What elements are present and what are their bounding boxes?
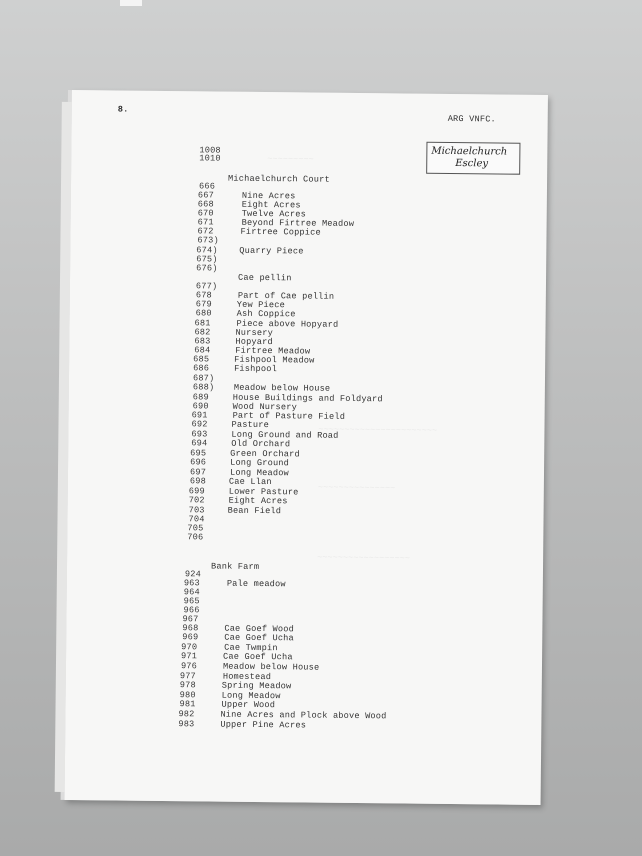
field-number: 678 (195, 290, 212, 301)
field-number: 1008 (199, 145, 221, 156)
field-number: 681 (194, 318, 211, 329)
field-number: 704 (188, 514, 205, 525)
field-name: Piece above Hopyard (236, 318, 339, 330)
field-number: 688) (192, 382, 215, 393)
field-number: 980 (179, 690, 196, 701)
field-name: Meadow below House (233, 382, 331, 394)
field-name: Cae Llan (228, 476, 272, 488)
field-number: 672 (197, 226, 214, 237)
field-number: 693 (191, 429, 208, 440)
annotation-line-2: Escley (455, 158, 489, 170)
field-name: Part of Cae pellin (237, 290, 335, 302)
field-number: 969 (182, 632, 199, 643)
page-number: 8. (117, 104, 129, 115)
annotation-line-1: Michaelchurch (431, 145, 508, 158)
section-heading: Bank Farm (210, 561, 260, 572)
section-heading: Cae Twmpin (224, 642, 278, 654)
field-name: Firtree Coppice (240, 226, 321, 238)
field-number: 706 (187, 532, 204, 543)
show-through: ~~~~~~~~~ (267, 154, 314, 165)
field-number: 699 (188, 486, 205, 497)
field-number: 686 (193, 363, 210, 374)
field-number: 675) (196, 254, 218, 265)
field-name: Eight Acres (228, 495, 288, 507)
field-number: 671 (197, 217, 214, 228)
field-number: 695 (190, 448, 207, 459)
field-name: Beyond Firtree Meadow (241, 217, 355, 229)
field-name: Old Orchard (231, 438, 291, 450)
field-name: Green Orchard (230, 448, 300, 460)
field-name: Firtree Meadow (235, 345, 311, 357)
field-number: 690 (192, 401, 209, 412)
field-name: Nursery (235, 327, 274, 339)
field-number: 981 (179, 699, 196, 710)
section-heading: Upper Wood (221, 699, 276, 711)
field-number: 976 (180, 661, 198, 672)
field-number: 964 (183, 587, 200, 598)
field-name: Long Ground and Road (231, 429, 339, 441)
show-through: ~~~~~~~~~~~~~~~ (317, 482, 396, 494)
field-number: 966 (183, 605, 200, 616)
reference-code: ARG VNFC. (447, 113, 496, 125)
paper-scrap (120, 0, 142, 6)
field-name: House Buildings and Foldyard (232, 392, 383, 405)
field-name: Part of Pasture Field (232, 410, 346, 422)
field-number: 670 (197, 208, 214, 219)
field-name: Yew Piece (236, 299, 286, 311)
field-number: 684 (194, 345, 211, 356)
field-number: 666 (198, 181, 216, 192)
field-number: 680 (195, 308, 212, 319)
field-number: 982 (178, 709, 195, 720)
handwritten-annotation (426, 142, 520, 175)
field-number: 705 (187, 523, 204, 534)
field-name: Hopyard (235, 336, 273, 348)
field-number: 967 (182, 614, 199, 625)
field-number: 679 (195, 299, 212, 310)
page-stack-edge (55, 102, 72, 792)
field-name: Twelve Acres (241, 208, 307, 220)
field-number: 668 (197, 199, 214, 210)
field-number: 978 (179, 680, 196, 691)
section-heading: Upper Pine Acres (220, 719, 307, 731)
field-number: 694 (191, 438, 208, 449)
show-through: ~~~~~~~~~~~~~~~~~~~~~~~ (318, 424, 438, 436)
field-number: 696 (190, 457, 207, 468)
field-number: 689 (192, 392, 209, 403)
field-number: 673) (197, 235, 219, 246)
field-number: 697 (189, 467, 207, 478)
field-name: Eight Acres (241, 199, 301, 211)
field-name: Long Ground (230, 457, 290, 469)
field-number: 924 (184, 569, 202, 580)
field-number: 677) (195, 281, 218, 292)
field-name: Fishpool Meadow (234, 354, 315, 366)
field-number: 698 (189, 476, 207, 487)
field-name: Bean Field (227, 505, 282, 517)
section-heading: Long Meadow (221, 690, 281, 702)
show-through: ~~~~~~~~~~~~~~~~~~ (317, 552, 410, 564)
section-heading: Michaelchurch Court (228, 173, 330, 185)
field-number: 965 (183, 596, 200, 607)
field-number: 971 (181, 651, 198, 662)
field-number: 682 (194, 327, 211, 338)
section-heading: Nine Acres and Plock above Wood (220, 709, 387, 722)
section-heading: Cae Goef Wood (224, 623, 295, 635)
section-heading: Spring Meadow (221, 680, 292, 692)
section-heading: Homestead (222, 671, 272, 683)
field-number: 676) (196, 263, 218, 274)
section-heading: Meadow below House (222, 661, 320, 673)
field-number: 683 (194, 336, 211, 347)
field-number: 703 (188, 505, 205, 516)
field-name: Nine Acres (241, 190, 296, 202)
field-number: 692 (191, 419, 208, 430)
field-number: 970 (181, 642, 198, 653)
field-number: 687) (192, 373, 215, 384)
field-name: Lower Pasture (228, 486, 299, 498)
field-name: Cae pellin (237, 272, 292, 284)
field-name: Pale meadow (226, 578, 286, 590)
field-number: 963 (183, 578, 200, 589)
field-number: 983 (178, 719, 195, 730)
field-name: Ash Coppice (236, 308, 296, 320)
field-number: 1010 (199, 153, 221, 164)
field-number: 691 (191, 410, 208, 421)
field-number: 667 (197, 190, 215, 201)
field-number: 685 (193, 354, 210, 365)
field-number: 968 (182, 623, 199, 634)
field-name: Long Meadow (229, 467, 289, 479)
field-number: 674) (196, 245, 218, 256)
field-name: Wood Nursery (232, 401, 298, 413)
section-heading: Cae Goef Ucha (223, 651, 293, 663)
field-name: Pasture (231, 419, 270, 431)
field-number: 702 (188, 495, 205, 506)
field-name: Fishpool (234, 363, 277, 375)
document-page (65, 90, 548, 805)
field-number: 977 (179, 671, 196, 682)
field-name: Quarry Piece (239, 245, 304, 257)
section-heading: Cae Goef Ucha (224, 632, 294, 644)
